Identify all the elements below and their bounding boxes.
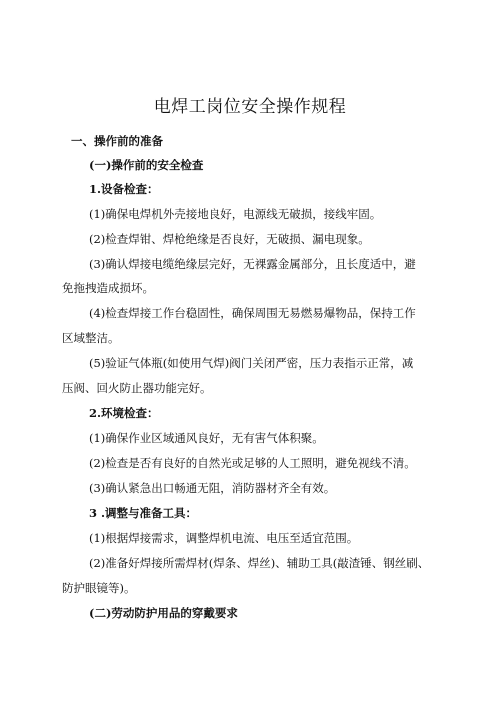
paragraph-line: (2)检查是否有良好的自然光或足够的人工照明，避免视线不清。 bbox=[89, 456, 416, 470]
subsection-heading: (二)劳动防护用品的穿戴要求 bbox=[89, 606, 238, 620]
section-heading: 一、操作前的准备 bbox=[71, 134, 163, 148]
paragraph-line: 区域整洁。 bbox=[62, 331, 120, 345]
paragraph-line: (2)准备好焊接所需焊材(焊条、焊丝)、辅助工具(敲渣锤、钢丝刷、 bbox=[89, 556, 430, 570]
item-heading: 1.设备检查： bbox=[89, 182, 159, 196]
paragraph-line: (5)验证气体瓶(如使用气焊)阀门关闭严密，压力表指示正常，减 bbox=[89, 356, 414, 370]
paragraph-line: (3)确认紧急出口畅通无阻，消防器材齐全有效。 bbox=[89, 481, 336, 495]
paragraph-line: 防护眼镜等)。 bbox=[62, 581, 136, 595]
paragraph-line: (2)检查焊钳、焊枪绝缘是否良好，无破损、漏电现象。 bbox=[89, 232, 370, 246]
paragraph-line: (1)根据焊接需求，调整焊机电流、电压至适宜范围。 bbox=[89, 531, 359, 545]
paragraph-line: 免拖拽造成损坏。 bbox=[62, 281, 154, 295]
document-title: 电焊工岗位安全操作规程 bbox=[153, 97, 347, 117]
paragraph-line: (1)确保作业区域通风良好，无有害气体积聚。 bbox=[89, 431, 324, 445]
paragraph-line: (4)检查焊接工作台稳固性，确保周围无易燃易爆物品，保持工作 bbox=[89, 306, 416, 320]
item-heading: 3 .调整与准备工具： bbox=[89, 506, 198, 520]
paragraph-line: (1)确保电焊机外壳接地良好，电源线无破损，接线牢固。 bbox=[89, 207, 382, 221]
item-heading: 2.环境检查： bbox=[89, 406, 159, 420]
paragraph-line: 压阀、回火防止器功能完好。 bbox=[62, 381, 212, 395]
subsection-heading: (一)操作前的安全检查 bbox=[89, 158, 204, 172]
paragraph-line: (3)确认焊接电缆绝缘层完好，无裸露金属部分，且长度适中，避 bbox=[89, 257, 416, 271]
